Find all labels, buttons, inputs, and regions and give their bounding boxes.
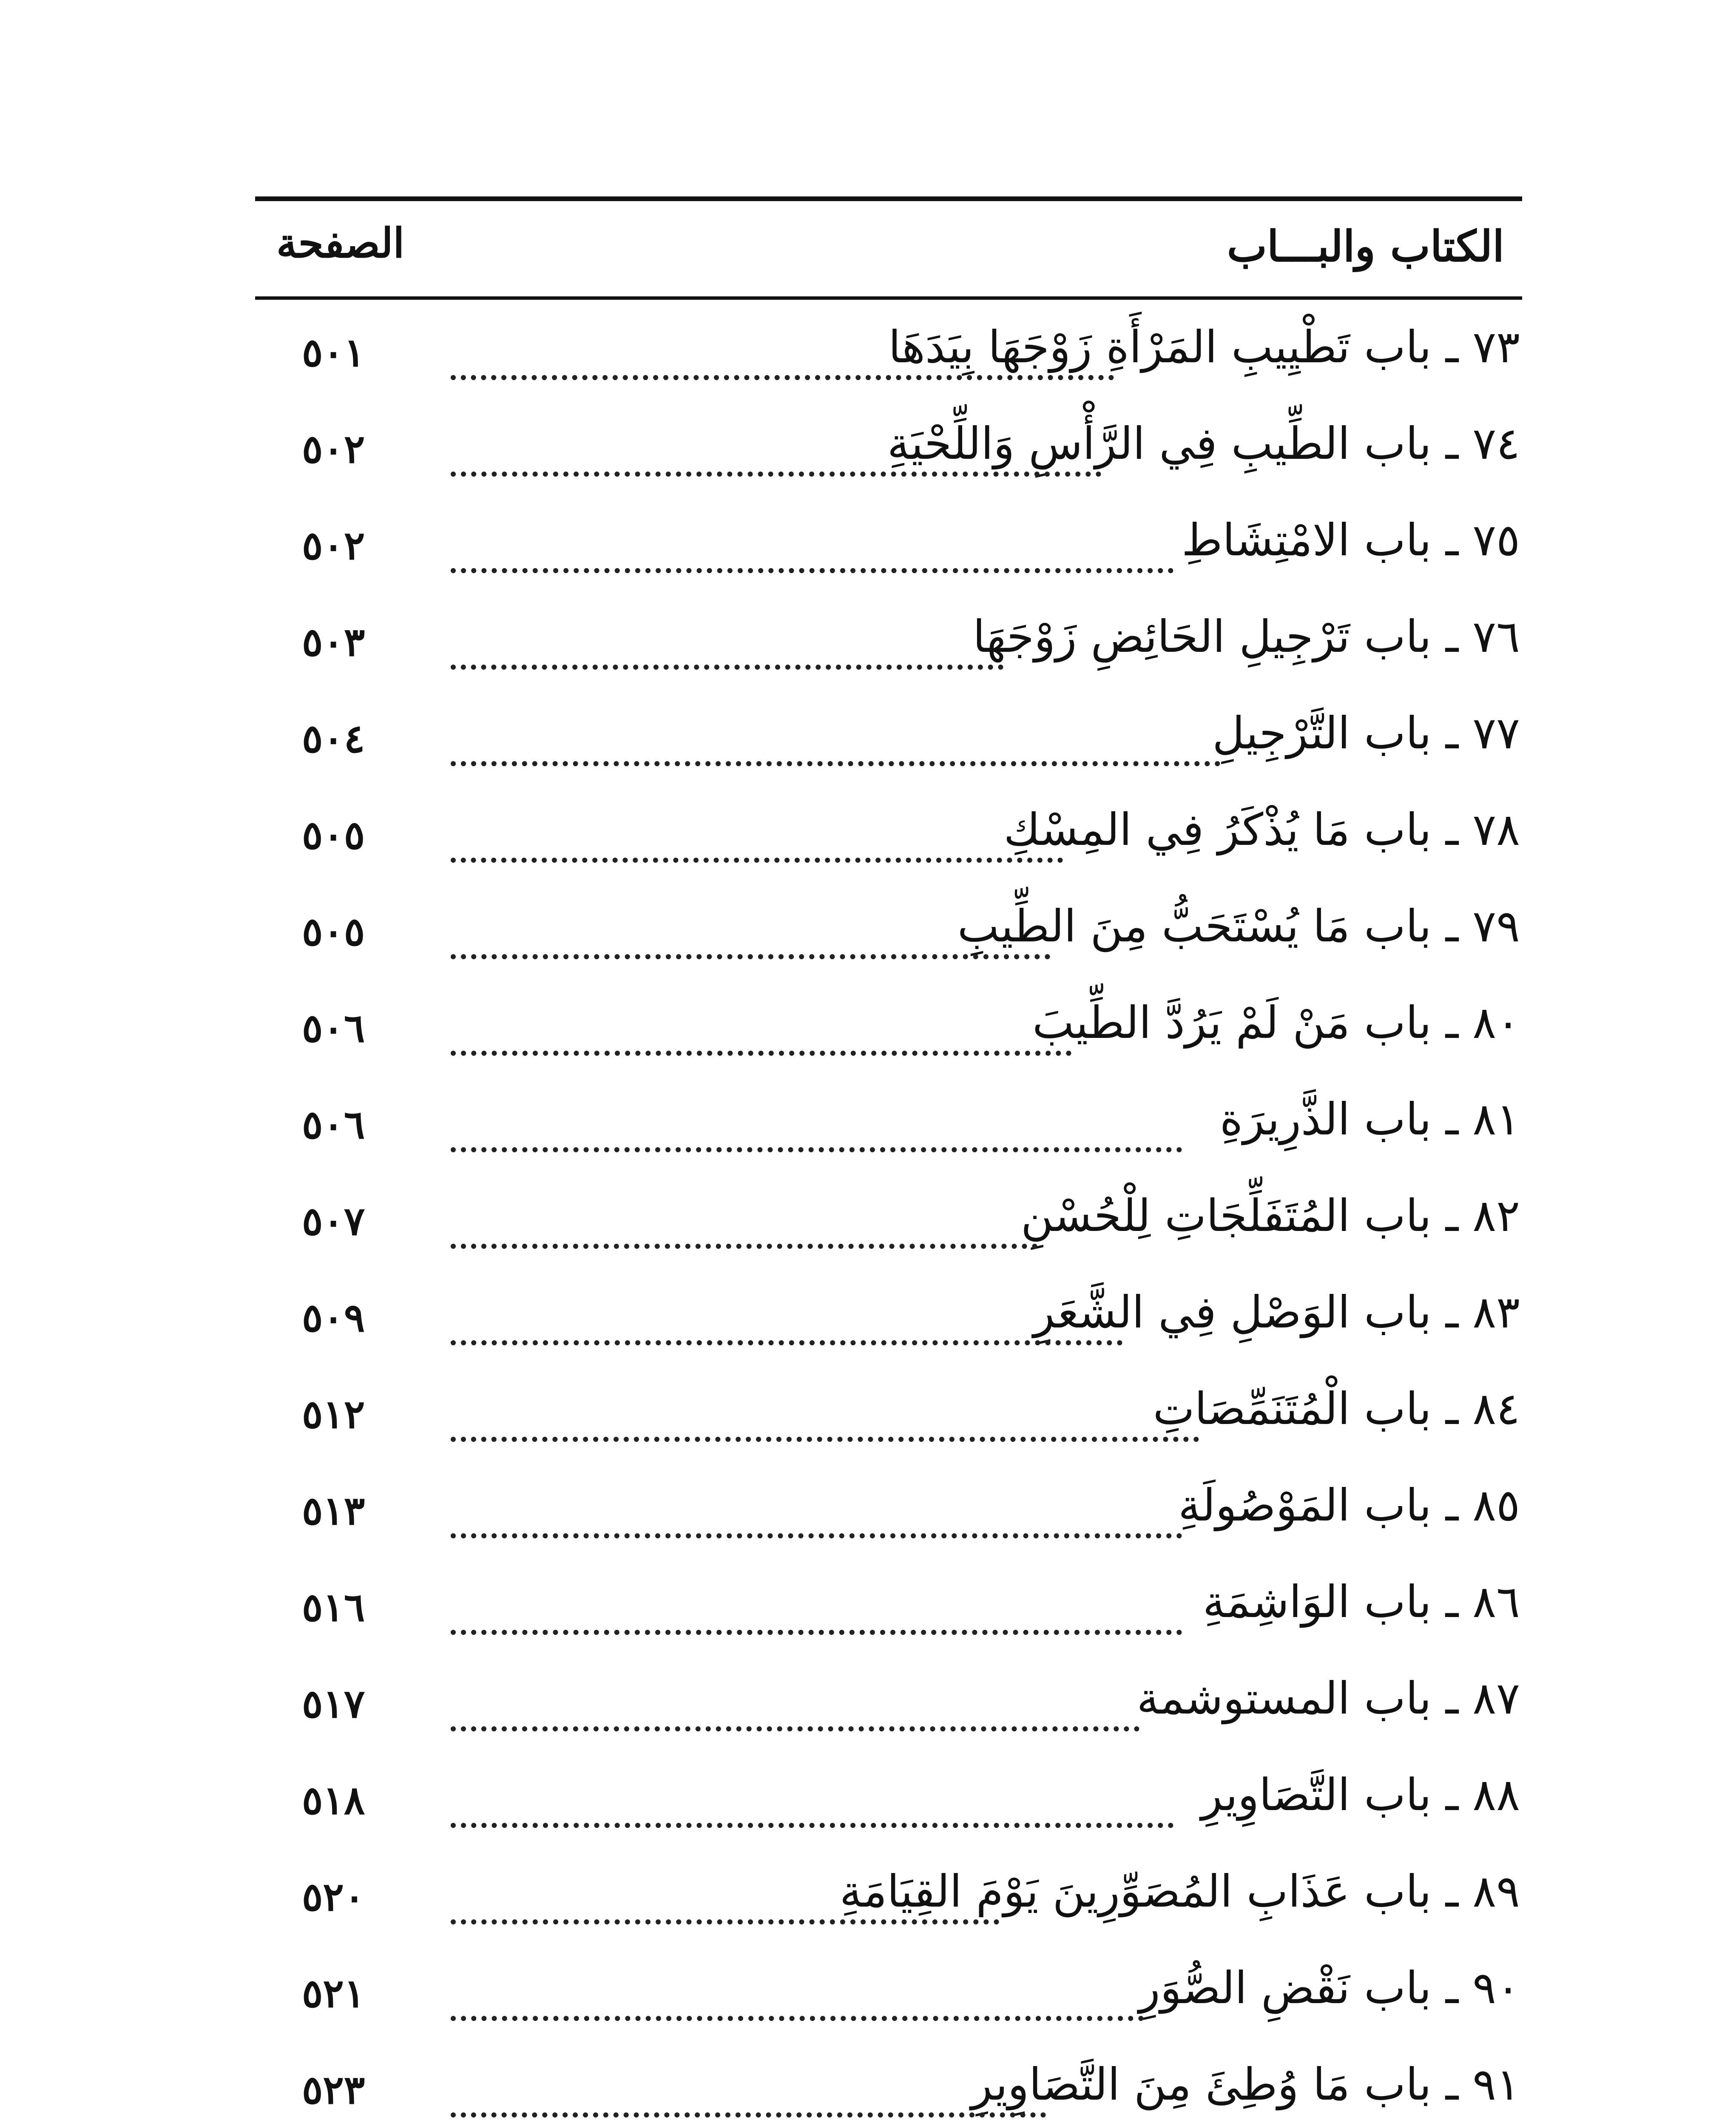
dot-leader <box>451 756 1220 766</box>
toc-row <box>255 405 1522 501</box>
dot-leader <box>451 853 1063 863</box>
dot-leader <box>451 1528 1182 1538</box>
dot-leader <box>451 1046 1071 1056</box>
toc-entry-title: ٨٣ ـ باب الوَصْلِ فِي الشَّعَرِ <box>1033 1286 1520 1338</box>
toc-entry-title: ٨٤ ـ باب الْمُتَنَمِّصَاتِ <box>1153 1383 1520 1435</box>
toc-row <box>255 501 1522 598</box>
dot-leader <box>451 1239 1037 1249</box>
toc-row <box>255 1949 1522 2046</box>
dot-leader <box>451 2011 1144 2021</box>
toc-entry-page: ٥١٨ <box>302 1777 365 1823</box>
toc-entry-page: ٥٠٦ <box>302 1005 365 1051</box>
dot-leader <box>451 1142 1182 1152</box>
toc-entry-title: ٨٢ ـ باب المُتَفَلِّجَاتِ لِلْحُسْنِ <box>1020 1190 1520 1242</box>
toc-entry-page: ٥٠٣ <box>302 619 365 665</box>
toc-entry-page: ٥٠١ <box>302 330 365 375</box>
column-header-page: الصفحة <box>276 219 405 267</box>
toc-entry-title: ٨٦ ـ باب الوَاشِمَةِ <box>1202 1576 1520 1628</box>
toc-entry-title: ٨١ ـ باب الذَّرِيرَةِ <box>1219 1093 1520 1145</box>
header-top-rule <box>255 196 1522 201</box>
toc-row <box>255 791 1522 887</box>
dot-leader <box>451 1335 1122 1345</box>
toc-entry-page: ٥٢١ <box>302 1970 365 2016</box>
toc-entry-title: ٨٠ ـ باب مَنْ لَمْ يَرُدَّ الطِّيبَ <box>1032 997 1520 1049</box>
toc-entry-title: ٧٨ ـ باب مَا يُذْكَرُ فِي المِسْكِ <box>1003 804 1520 856</box>
toc-entry-title: ٨٥ ـ باب المَوْصُولَةِ <box>1178 1479 1520 1531</box>
toc-entry-page: ٥١٧ <box>302 1681 365 1727</box>
toc-entry-title: ٨٨ ـ باب التَّصَاوِيرِ <box>1201 1769 1520 1821</box>
dot-leader <box>451 1721 1139 1731</box>
toc-entry-page: ٥٢٣ <box>302 2067 365 2113</box>
toc-row <box>255 1853 1522 1949</box>
toc-entry-page: ٥١٢ <box>302 1391 365 1437</box>
toc-row <box>255 1080 1522 1177</box>
toc-entry-page: ٥٠٩ <box>302 1295 365 1341</box>
dot-leader <box>451 1432 1199 1442</box>
toc-entry-page: ٥٢٠ <box>302 1874 365 1920</box>
toc-row <box>255 1273 1522 1370</box>
toc-row <box>255 1756 1522 1853</box>
toc-row <box>255 1177 1522 1273</box>
toc-row <box>255 1370 1522 1467</box>
toc-row <box>255 1467 1522 1563</box>
toc-entry-title: ٧٧ ـ باب التَّرْجِيلِ <box>1212 707 1520 759</box>
dot-leader <box>451 563 1173 573</box>
toc-entry-title: ٧٩ ـ باب مَا يُسْتَحَبُّ مِنَ الطِّيبِ <box>957 900 1520 952</box>
toc-entry-title: ٧٤ ـ باب الطِّيبِ فِي الرَّأْسِ وَاللِّحْيَةِ <box>887 418 1520 469</box>
toc-entry-page: ٥٠٥ <box>302 812 365 858</box>
toc-entry-page: ٥١٦ <box>302 1584 365 1630</box>
toc-row <box>255 598 1522 694</box>
toc-entry-title: ٩٠ ـ باب نَقْضِ الصُّوَرِ <box>1139 1962 1520 2014</box>
dot-leader <box>451 2107 1046 2117</box>
toc-entry-title: ٧٥ ـ باب الامْتِشَاطِ <box>1182 514 1520 566</box>
toc-row <box>255 2046 1522 2126</box>
toc-row <box>255 1660 1522 1756</box>
toc-entry-title: ٨٩ ـ باب عَذَابِ المُصَوِّرِينَ يَوْمَ القِيَامَةِ <box>839 1865 1520 1917</box>
toc-entry-page: ٥٠٢ <box>302 523 365 568</box>
toc-entry-title: ٧٣ ـ باب تَطْيِيبِ المَرْأَةِ زَوْجَهَا بِيَدَهَا <box>888 321 1520 373</box>
header-bottom-rule <box>255 296 1522 300</box>
column-header-chapter: الكتاب والبـــاب <box>1227 221 1504 271</box>
dot-leader <box>451 949 1050 959</box>
toc-entry-page: ٥٠٥ <box>302 909 365 955</box>
toc-row <box>255 887 1522 984</box>
toc-row <box>255 694 1522 791</box>
toc-entry-title: ٨٧ ـ باب المستوشمة <box>1136 1672 1520 1724</box>
dot-leader <box>451 659 1003 670</box>
dot-leader <box>451 466 1101 477</box>
toc-entry-title: ٧٦ ـ باب تَرْجِيلِ الحَائِضِ زَوْجَهَا <box>973 611 1520 662</box>
dot-leader <box>451 1914 999 1924</box>
toc-row <box>255 308 1522 405</box>
dot-leader <box>451 370 1114 380</box>
toc-row <box>255 1563 1522 1660</box>
table-of-contents <box>255 308 1522 2126</box>
toc-entry-page: ٥٠٦ <box>302 1102 365 1148</box>
dot-leader <box>451 1818 1173 1828</box>
toc-entry-page: ٥٠٢ <box>302 426 365 472</box>
toc-entry-page: ٥٠٤ <box>302 716 365 762</box>
toc-entry-title: ٩١ ـ باب مَا وُطِئَ مِنَ التَّصَاوِيرِ <box>971 2058 1520 2110</box>
toc-row <box>255 984 1522 1080</box>
toc-entry-page: ٥١٣ <box>302 1488 365 1534</box>
toc-entry-page: ٥٠٧ <box>302 1198 365 1244</box>
dot-leader <box>451 1625 1182 1635</box>
